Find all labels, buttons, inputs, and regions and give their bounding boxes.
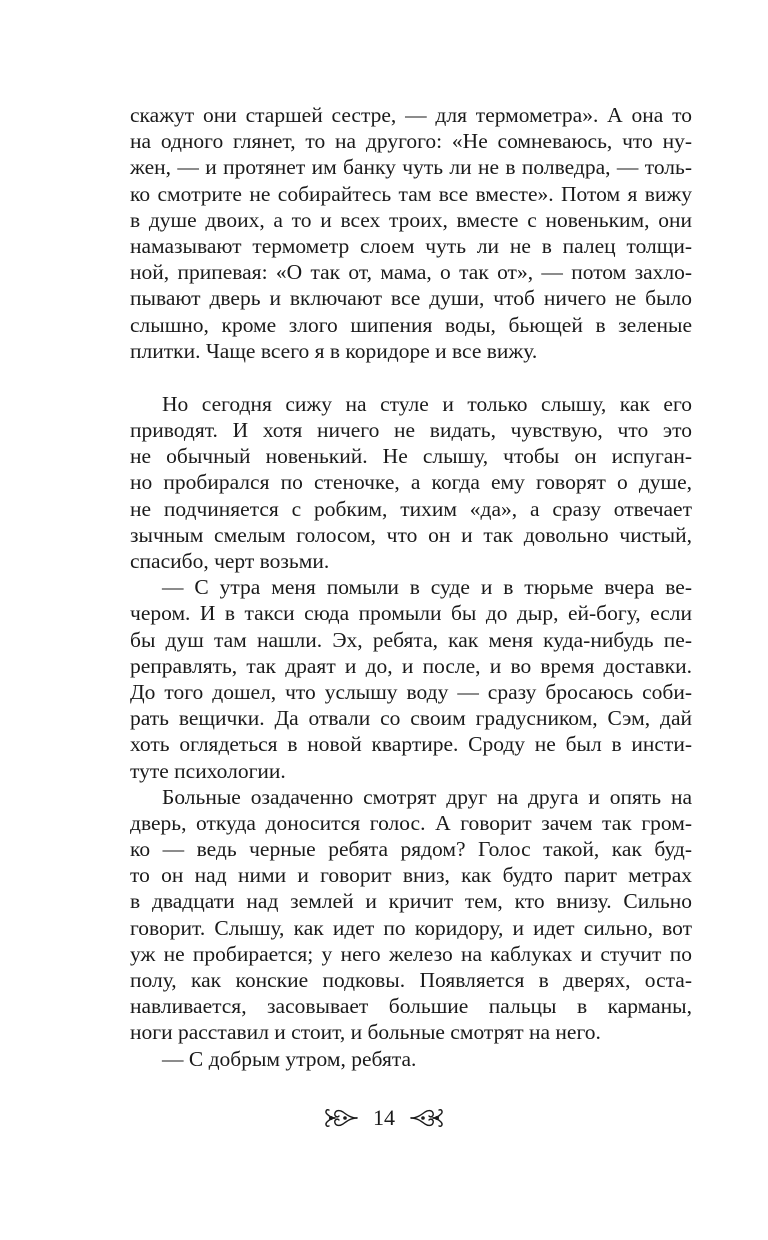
text-line: приводят. И хотя ничего не видать, чувствую, что это [130, 418, 692, 443]
text-line: но пробирался по стеночке, а когда ему говорят о душе, [130, 470, 692, 495]
text-line: Больные озадаченно смотрят друг на друга и опять на [162, 784, 692, 809]
text-line: зычным смелым голосом, что он и так довольно чистый, [130, 522, 692, 547]
text-line: намазывают термометр слоем чуть ли не в палец толщи- [130, 233, 692, 258]
text-line: До того дошел, что услышу воду — сразу бросаюсь соби- [130, 679, 692, 704]
text-line: ной, припевая: «О так от, мама, о так от», — потом захло- [130, 260, 692, 285]
text-line: навливается, засовывает большие пальцы в карманы, [130, 994, 692, 1019]
text-line: реправлять, так драят и до, и после, и во время доставки. [130, 653, 692, 678]
text-line: — С добрым утром, ребята. [162, 1046, 417, 1071]
text-line: на одного глянет, то на другого: «Не сомневаюсь, что ну- [130, 129, 692, 154]
text-line: ноги расставил и стоит, и больные смотрят на него. [130, 1020, 601, 1045]
text-line: слышно, кроме злого шипения воды, бьющей в зеленые [130, 312, 692, 337]
text-line: бы душ там нашли. Эх, ребята, как меня куда-нибудь пе- [130, 627, 692, 652]
text-line: хоть оглядеться в новой квартире. Сроду не был в инсти- [130, 732, 692, 757]
text-line: ко — ведь черные ребята рядом? Голос такой, как буд- [130, 837, 692, 862]
page-number: 14 [373, 1105, 395, 1130]
text-line: в душе двоих, а то и всех троих, вместе с новеньким, они [130, 207, 692, 232]
paragraph [130, 574, 692, 784]
book-page-text [130, 102, 692, 1072]
text-line: полу, как конские подковы. Появляется в дверях, оста- [130, 968, 692, 992]
text-line: туте психологии. [130, 758, 286, 783]
text-line: скажут они старшей сестре, — для термометра». А она то [130, 103, 692, 127]
text-line: ко смотрите не собирайтесь там все вместе». Потом я вижу [130, 181, 692, 206]
text-line: Но сегодня сижу на стуле и только слышу, как его [162, 391, 692, 416]
text-line: пывают дверь и включают все души, чтоб ничего не было [130, 286, 692, 311]
text-line: — С утра меня помыли в суде и в тюрьме вчера ве- [162, 575, 692, 600]
text-line: плитки. Чаще всего я в коридоре и все вижу. [130, 338, 538, 363]
text-line: то он над ними и говорит вниз, как будто парит метрах [130, 863, 692, 888]
paragraph [130, 391, 692, 574]
floral-ornament-left-icon [323, 1106, 359, 1130]
text-line: в двадцати над землей и кричит тем, кто внизу. Сильно [130, 889, 692, 914]
text-line: не обычный новенький. Не слышу, чтобы он испуган- [130, 444, 692, 469]
paragraph [130, 784, 692, 1046]
text-line: уж не пробирается; у него железо на каблуках и стучит по [130, 941, 692, 966]
text-line: дверь, откуда доносится голос. А говорит зачем так гром- [130, 810, 692, 835]
text-line: говорит. Слышу, как идет по коридору, и идет сильно, вот [130, 915, 692, 940]
floral-ornament-right-icon [409, 1106, 445, 1130]
paragraph [130, 102, 692, 364]
paragraph [130, 1046, 692, 1072]
paragraph-gap [130, 364, 692, 391]
text-line: рать вещички. Да отвали со своим градусником, Сэм, дай [130, 706, 692, 731]
text-line: жен, — и протянет им банку чуть ли не в полведра, — толь- [130, 155, 692, 180]
text-line: не подчиняется с робким, тихим «да», а сразу отвечает [130, 496, 692, 521]
text-line: чером. И в такси сюда промыли бы до дыр, ей-богу, если [130, 601, 692, 626]
text-line: спасибо, черт возьми. [130, 549, 330, 573]
page-footer [0, 1098, 768, 1138]
